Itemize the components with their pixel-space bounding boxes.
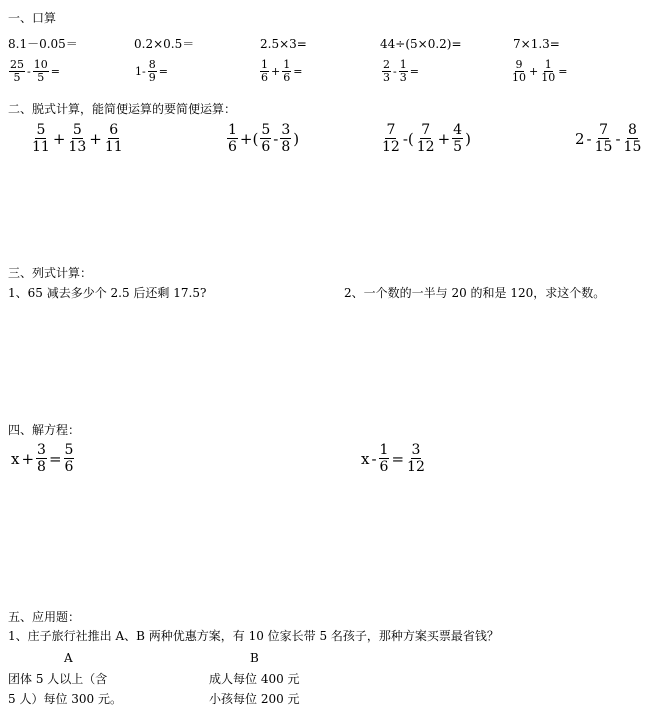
section-5-title: 五、应用题： [8, 610, 81, 624]
section-3-title: 三、列式计算： [8, 266, 93, 280]
plan-b-line-2: 小孩每位 200 元 [209, 692, 300, 706]
oral-fraction-item-1: $\frac{25}{5}$ - $\frac{10}{5}$ = [10, 58, 60, 84]
oral-item-5: 7×1.3= [513, 37, 560, 51]
oral-fraction-item-5: $\frac{9}{10}$ + $\frac{1}{10}$ = [512, 58, 568, 84]
section-2-title: 二、脱式计算，能简便运算的要简便运算： [8, 102, 237, 116]
step-calc-expression-4: 2 - $\frac{7}{15}$ - $\frac{8}{15}$ [575, 122, 642, 155]
oral-fraction-item-2: 1- $\frac{8}{9}$ = [135, 58, 168, 84]
step-calc-expression-3: $\frac{7}{12}$ -( $\frac{7}{12}$ + $\frac{4}{5}$ ) [382, 122, 471, 155]
oral-fraction-item-3: $\frac{1}{6}$ + $\frac{1}{6}$ = [261, 58, 303, 84]
word-calc-question-1: 1、65 减去多少个 2.5 后还剩 17.5? [8, 286, 207, 300]
oral-item-1: 8.1－0.05＝ [8, 37, 78, 51]
step-calc-expression-1: $\frac{5}{11}$ + $\frac{5}{13}$ + $\frac{6}{11}$ [32, 122, 123, 155]
application-question-1: 1、庄子旅行社推出 A、B 两种优惠方案，有 10 位家长带 5 名孩子，那种方案买票最省钱？ [8, 629, 499, 643]
oral-item-3: 2.5×3= [260, 37, 307, 51]
plan-b-line-1: 成人每位 400 元 [209, 672, 300, 686]
oral-fraction-item-4: $\frac{2}{3}$ - $\frac{1}{3}$ = [383, 58, 419, 84]
word-calc-question-2: 2、一个数的一半与 20 的和是 120，求这个数。 [344, 286, 606, 300]
plan-a-line-1: 团体 5 人以上（含 [8, 672, 108, 686]
equation-2: x - $\frac{1}{6}$ = $\frac{3}{12}$ [361, 442, 425, 475]
section-1-title: 一、口算 [8, 11, 57, 25]
equation-1: x + $\frac{3}{8}$ = $\frac{5}{6}$ [11, 442, 74, 475]
oral-item-4: 44÷(5×0.2)= [380, 37, 462, 51]
step-calc-expression-2: $\frac{1}{6}$ +( $\frac{5}{6}$ - $\frac{3}{8}$ ) [228, 122, 300, 155]
plan-b-label: B [250, 651, 259, 665]
plan-a-line-2: 5 人）每位 300 元。 [8, 692, 122, 706]
oral-item-2: 0.2×0.5＝ [134, 37, 195, 51]
plan-a-label: A [64, 651, 73, 665]
section-4-title: 四、解方程： [8, 423, 81, 437]
